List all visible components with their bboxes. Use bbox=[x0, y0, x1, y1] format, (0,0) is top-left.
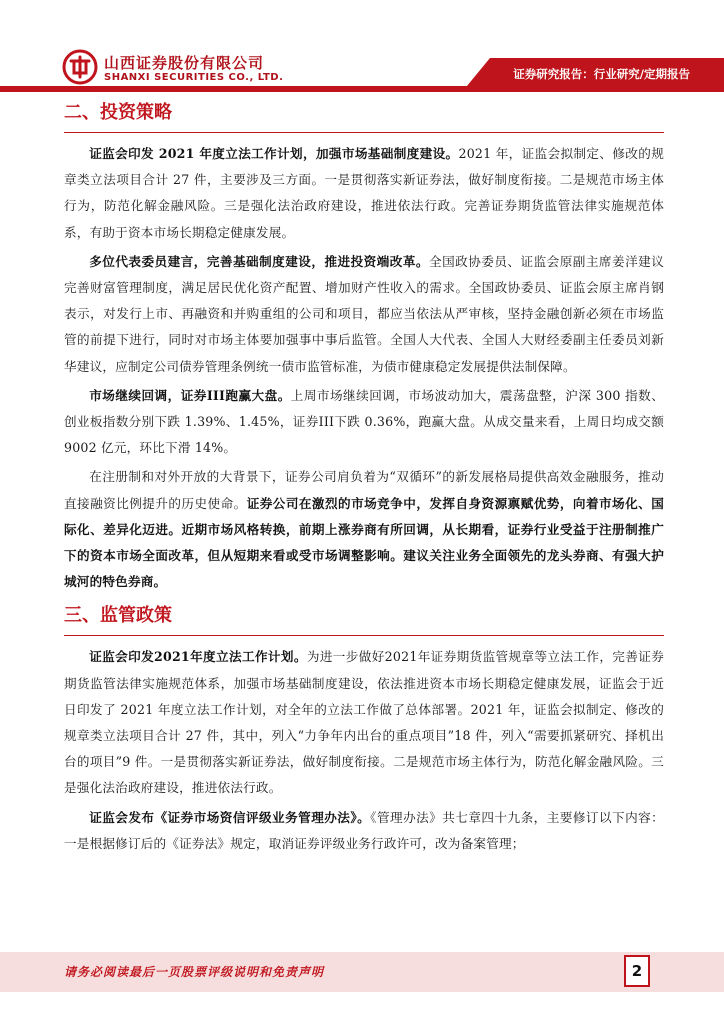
paragraph-lead: 证监会印发2021年度立法工作计划。 bbox=[89, 649, 307, 665]
paragraph-conclusion: 证券公司在激烈的市场竞争中，发挥自身资源禀赋优势，向着市场化、国际化、差异化迈进。近期市场风格转换，前期上涨券商有所回调，从长期看，证券行业受益于注册制推广下的资本市场全面改革，但从短期来看或受市场调整影响。建议关注业务全面领先的龙头券商、有强大护城河的特色券商。 bbox=[64, 495, 664, 590]
paragraph-text: 在注册制和对外开放的大背景下，证券公司肩负着为“双循环”的新发展格局提供高效金融服务，推动直接融资比例提升的历史使命。 bbox=[64, 469, 664, 511]
paragraph-text: 全国政协委员、证监会原副主席姜洋建议完善财富管理制度，满足居民优化资产配置、增加财产性收入的需求。全国政协委员、证监会原主席肖钢表示，对发行上市、再融资和并购重组的公司和项目，都应当依法从严审核，坚持金融创新必须在市场监管的前提下进行，同时对市场主体要加强事中事后监管。全国人大代表、全国人大财经委副主任委员刘新华建议，应制定公司债券管理条例统一债市监管标准，为债市健康稳定发展提供法制保障。 bbox=[64, 253, 664, 374]
company-logo-icon bbox=[62, 49, 98, 85]
paragraph-lead: 市场继续回调，证券III跑赢大盘。 bbox=[89, 387, 291, 403]
paragraph bbox=[64, 141, 664, 246]
paragraph bbox=[64, 805, 664, 857]
header-divider bbox=[0, 86, 724, 92]
page-header bbox=[0, 0, 724, 96]
paragraph-text: 2021 年，证监会拟制定、修改的规章类立法项目合计 27 件，主要涉及三方面。一是贯彻落实新证券法，做好制度衔接。二是规范市场主体行为，防范化解金融风险。三是强化法治政府建设，推进依法行政。完善证券期货监管法律实施规范体系，有助于资本市场长期稳定健康发展。 bbox=[64, 146, 664, 240]
paragraph-text: 《管理办法》共七章四十九条，主要修订以下内容：一是根据修订后的《证券法》规定，取消证券评级业务行政许可，改为备案管理； bbox=[64, 809, 664, 851]
paragraph-lead: 证监会发布《证券市场资信评级业务管理办法》。 bbox=[89, 809, 371, 825]
paragraph-text: 为进一步做好2021年证券期货监管规章等立法工作，完善证券期货监管法律实施规范体系，加强市场基础制度建设，依法推进资本市场长期稳定健康发展，证监会于近日印发了 2021 年度立法工作计划，对全年的立法工作做了总体部署。2021 年，证监会拟制定、修改的规章类立法项目合计 27 件，其中，列入“力争年内出台的重点项目”18 件，列入“需要抓紧研究、择机出台的项目”9 件。一是贯彻落实新证券法，做好制度衔接。二是规范市场主体行为，防范化解金融风险。三是强化法治政府建设，推进依法行政。 bbox=[64, 649, 665, 796]
footer-disclaimer: 请务必阅读最后一页股票评级说明和免责声明 bbox=[64, 965, 325, 979]
report-body bbox=[64, 100, 664, 857]
paragraph bbox=[64, 383, 664, 462]
paragraph bbox=[64, 464, 664, 595]
paragraph-lead: 多位代表委员建言，完善基础制度建设，推进投资端改革。 bbox=[89, 253, 430, 269]
company-name-cn: 山西证券股份有限公司 bbox=[104, 54, 265, 72]
paragraph bbox=[64, 249, 664, 380]
paragraph-lead: 证监会印发 2021 年度立法工作计划，加强市场基础制度建设。 bbox=[89, 146, 459, 161]
company-name-en: SHANXI SECURITIES CO., LTD. bbox=[104, 72, 284, 83]
section-title-regulatory-policy: 三、监管政策 bbox=[64, 603, 664, 636]
section-title-investment-strategy: 二、投资策略 bbox=[64, 100, 664, 133]
paragraph-text: 上周市场继续回调，市场波动加大，震荡盘整，沪深 300 指数、创业板指数分别下跌 1.39%、1.45%，证券III下跌 0.36%，跑赢大盘。从成交量来看，上周日均成交额 9002 亿元，环比下滑 14%。 bbox=[64, 387, 664, 456]
page-number: 2 bbox=[624, 955, 650, 987]
paragraph bbox=[64, 644, 664, 801]
report-type-label: 证券研究报告：行业研究/定期报告 bbox=[513, 67, 690, 81]
